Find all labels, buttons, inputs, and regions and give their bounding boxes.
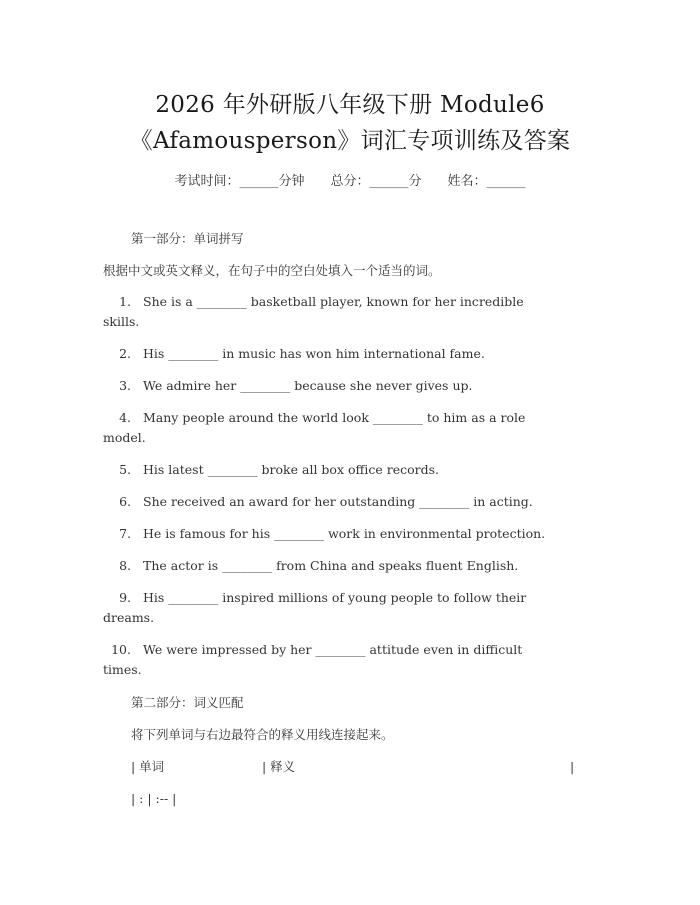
title-line-2: 《Afamousperson》词汇专项训练及答案 [129,128,571,154]
question-9 [103,588,593,628]
part1-instruction: 根据中文或英文释义，在句子中的空白处填入一个适当的词。 [103,263,441,278]
part2-instruction: 将下列单词与右边最符合的释义用线连接起来。 [131,727,394,742]
question-text-cont: dreams. [103,610,155,625]
table-header-def: | 释义 [262,759,296,774]
exam-meta [0,170,700,189]
question-1 [103,292,593,332]
question-5 [103,460,593,480]
question-text-cont: skills. [103,314,140,329]
question-number: 3. [119,378,131,393]
student-name: 姓名：______ [447,174,526,189]
question-text-cont: model. [103,430,146,445]
question-number: 8. [119,558,131,573]
question-text-cont: times. [103,662,142,677]
question-text: His latest ________ broke all box office records. [143,462,440,477]
question-7 [103,524,593,544]
question-text: Many people around the world look ________ to him as a role [143,410,526,425]
question-10 [103,640,593,680]
table-header-word: | 单词 [131,759,165,774]
question-text: The actor is ________ from China and speaks fluent English. [143,558,519,573]
question-number: 1. [119,294,131,309]
exam-score: 总分：______分 [330,174,422,189]
part2-heading: 第二部分：词义匹配 [131,695,244,710]
question-text: She received an award for her outstanding ________ in acting. [143,494,533,509]
exam-time: 考试时间：______分钟 [174,174,305,189]
question-3 [103,376,593,396]
question-8 [103,556,593,576]
question-2 [103,344,593,364]
question-number: 5. [119,462,131,477]
table-header-end: | [570,759,575,774]
question-text: His ________ inspired millions of young people to follow their [143,590,527,605]
question-number: 9. [119,590,131,605]
question-number: 6. [119,494,131,509]
table-align-row: | : | :-- | [131,791,177,806]
question-number: 2. [119,346,131,361]
title-line-1: 2026 年外研版八年级下册 Module6 [155,92,545,118]
question-text: We were impressed by her ________ attitude even in difficult [143,642,523,657]
question-number: 7. [119,526,131,541]
question-4 [103,408,593,448]
question-text: He is famous for his ________ work in environmental protection. [143,526,546,541]
question-number: 10. [111,642,131,657]
question-number: 4. [119,410,131,425]
question-6 [103,492,593,512]
question-text: His ________ in music has won him international fame. [143,346,485,361]
question-text: We admire her ________ because she never gives up. [143,378,473,393]
question-text: She is a ________ basketball player, known for her incredible [143,294,524,309]
part1-heading: 第一部分：单词拼写 [131,231,244,246]
